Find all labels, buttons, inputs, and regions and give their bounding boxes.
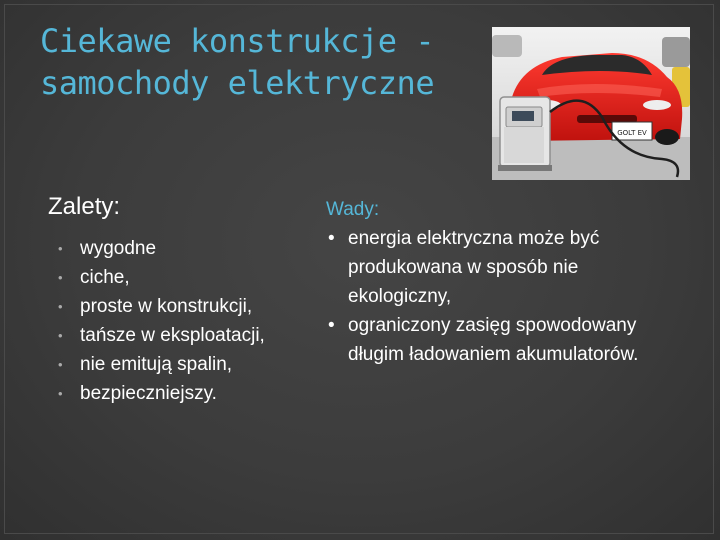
electric-car-image <box>492 27 690 180</box>
bullet-icon: • <box>58 357 63 372</box>
list-item-text: tańsze w eksploatacji, <box>80 325 265 346</box>
bullet-icon: • <box>58 299 63 314</box>
advantages-heading: Zalety: <box>48 193 121 220</box>
title-line-2: samochody elektryczne <box>40 64 435 102</box>
list-item-text: energia elektryczna może być produkowana w sposób nie ekologiczny, <box>348 228 600 307</box>
title-line-1: Ciekawe konstrukcje - <box>40 22 435 60</box>
slide-title <box>40 20 500 104</box>
list-item <box>326 224 656 311</box>
list-item-text: wygodne <box>80 238 157 259</box>
list-item <box>48 321 318 350</box>
license-plate-text: GOLT EV <box>617 129 647 137</box>
list-item <box>48 234 318 263</box>
list-item-text: nie emitują spalin, <box>80 354 233 375</box>
disadvantages-list <box>326 224 656 369</box>
bullet-icon: • <box>58 241 63 256</box>
advantages-list <box>48 234 318 408</box>
list-item <box>48 292 318 321</box>
bullet-icon: • <box>328 315 335 336</box>
list-item <box>48 379 318 408</box>
list-item <box>48 350 318 379</box>
list-item <box>48 263 318 292</box>
bullet-icon: • <box>58 328 63 343</box>
bullet-icon: • <box>58 270 63 285</box>
list-item-text: bezpieczniejszy. <box>80 383 217 404</box>
advantages-column <box>48 192 318 408</box>
electric-car-photo <box>492 27 690 180</box>
disadvantages-heading: Wady: <box>326 199 380 220</box>
list-item <box>326 311 656 369</box>
list-item-text: ograniczony zasięg spowodowany długim ładowaniem akumulatorów. <box>348 315 639 365</box>
bullet-icon: • <box>58 386 63 401</box>
disadvantages-column <box>326 198 656 369</box>
list-item-text: proste w konstrukcji, <box>80 296 253 317</box>
list-item-text: ciche, <box>80 267 130 288</box>
bullet-icon: • <box>328 228 335 249</box>
